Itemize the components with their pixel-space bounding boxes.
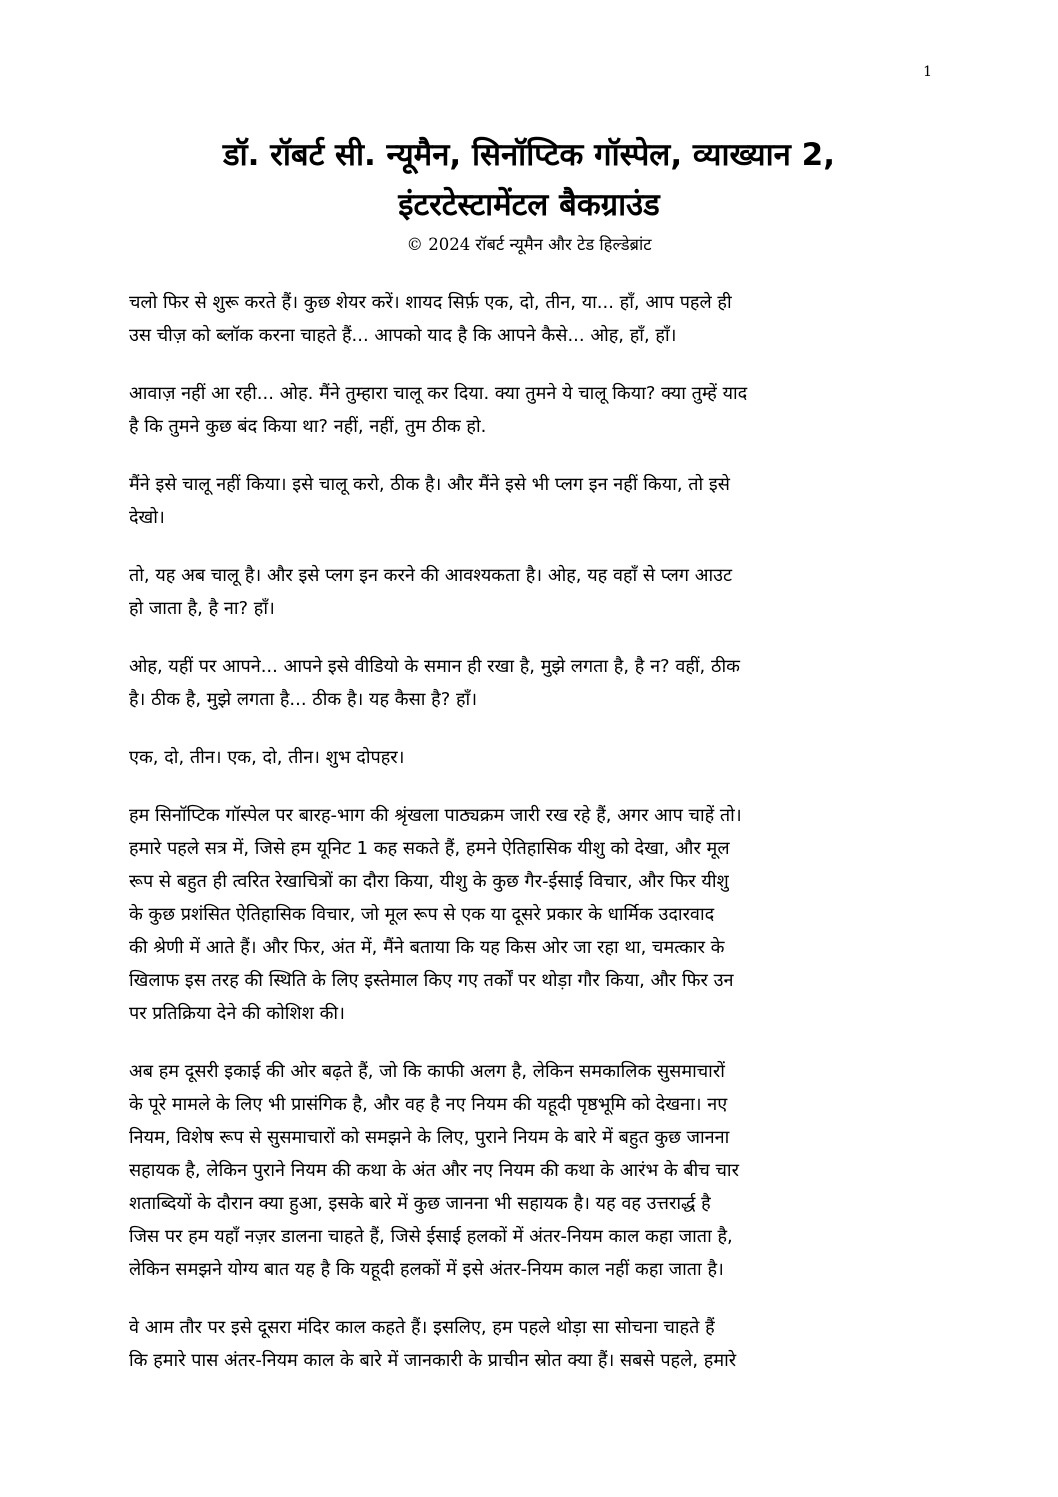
text-line: नियम, विशेष रूप से सुसमाचारों को समझने के लिए, पुराने नियम के बारे में बहुत कुछ जानना — [129, 1127, 730, 1148]
text-line: जिस पर हम यहाँ नज़र डालना चाहते हैं, जिसे ईसाई हलकों में अंतर-नियम काल कहा जाता है, — [129, 1226, 733, 1247]
paragraph — [129, 1311, 929, 1377]
title-line: डॉ. रॉबर्ट सी. न्यूमैन, सिनॉप्टिक गॉस्पेल, व्याख्यान 2, — [222, 137, 835, 173]
text-line: कि हमारे पास अंतर-नियम काल के बारे में जानकारी के प्राचीन स्रोत क्या हैं। सबसे पहले, हमारे — [129, 1350, 737, 1371]
text-line: है कि तुमने कुछ बंद किया था? नहीं, नहीं, तुम ठीक हो. — [129, 416, 487, 437]
text-line: सहायक है, लेकिन पुराने नियम की कथा के अंत और नए नियम की कथा के आरंभ के बीच चार — [129, 1160, 739, 1181]
text-line: है। ठीक है, मुझे लगता है... ठीक है। यह कैसा है? हाँ। — [129, 689, 478, 710]
paragraph — [129, 468, 929, 534]
text-line: खिलाफ इस तरह की स्थिति के लिए इस्तेमाल किए गए तर्कों पर थोड़ा गौर किया, और फिर उन — [129, 970, 734, 991]
text-line: के पूरे मामले के लिए भी प्रासंगिक है, और वह है नए नियम की यहूदी पृष्ठभूमि को देखना। नए — [129, 1094, 728, 1115]
paragraph — [129, 286, 929, 352]
text-line: एक, दो, तीन। एक, दो, तीन। शुभ दोपहर। — [129, 747, 405, 768]
text-line: हो जाता है, है ना? हाँ। — [129, 598, 275, 619]
text-line: पर प्रतिक्रिया देने की कोशिश की। — [129, 1003, 345, 1024]
text-line: हमारे पहले सत्र में, जिसे हम यूनिट 1 कह सकते हैं, हमने ऐतिहासिक यीशु को देखा, और मूल — [129, 838, 730, 859]
paragraph — [129, 650, 929, 716]
text-line: चलो फिर से शुरू करते हैं। कुछ शेयर करें। शायद सिर्फ़ एक, दो, तीन, या... हाँ, आप पहले ही — [129, 292, 732, 313]
text-line: शताब्दियों के दौरान क्या हुआ, इसके बारे में कुछ जानना भी सहायक है। यह वह उत्तरार्द्ध है — [129, 1193, 711, 1214]
copyright-notice: © 2024 रॉबर्ट न्यूमैन और टेड हिल्डेब्रांट — [406, 235, 652, 254]
text-line: हम सिनॉप्टिक गॉस्पेल पर बारह-भाग की श्रृंखला पाठ्यक्रम जारी रख रहे हैं, अगर आप चाहें तो। — [129, 805, 742, 826]
text-line: रूप से बहुत ही त्वरित रेखाचित्रों का दौरा किया, यीशु के कुछ गैर-ईसाई विचार, और फिर यीशु — [129, 871, 729, 892]
paragraph — [129, 559, 929, 625]
text-line: अब हम दूसरी इकाई की ओर बढ़ते हैं, जो कि काफी अलग है, लेकिन समकालिक सुसमाचारों — [129, 1061, 725, 1082]
title-line: इंटरटेस्टामेंटल बैकग्राउंड — [398, 187, 660, 223]
text-line: ओह, यहीं पर आपने... आपने इसे वीडियो के समान ही रखा है, मुझे लगता है, है न? वहीं, ठीक — [129, 656, 740, 677]
paragraph — [129, 1055, 929, 1286]
text-line: की श्रेणी में आते हैं। और फिर, अंत में, मैंने बताया कि यह किस ओर जा रहा था, चमत्कार के — [129, 937, 725, 958]
transcript-body — [129, 286, 929, 1402]
paragraph — [129, 377, 929, 443]
text-line: वे आम तौर पर इसे दूसरा मंदिर काल कहते हैं। इसलिए, हम पहले थोड़ा सा सोचना चाहते हैं — [129, 1317, 715, 1338]
text-line: के कुछ प्रशंसित ऐतिहासिक विचार, जो मूल रूप से एक या दूसरे प्रकार के धार्मिक उदारवाद — [129, 904, 715, 925]
text-line: मैंने इसे चालू नहीं किया। इसे चालू करो, ठीक है। और मैंने इसे भी प्लग इन नहीं किया, तो इसे — [129, 474, 730, 495]
page-number: 1 — [923, 64, 932, 80]
page-title — [100, 130, 958, 230]
paragraph — [129, 741, 929, 774]
text-line: देखो। — [129, 507, 165, 528]
text-line: आवाज़ नहीं आ रही... ओह. मैंने तुम्हारा चालू कर दिया. क्या तुमने ये चालू किया? क्या तुम्हें याद — [129, 383, 748, 404]
text-line: लेकिन समझने योग्य बात यह है कि यहूदी हलकों में इसे अंतर-नियम काल नहीं कहा जाता है। — [129, 1259, 724, 1280]
paragraph — [129, 799, 929, 1030]
text-line: उस चीज़ को ब्लॉक करना चाहते हैं... आपको याद है कि आपने कैसे... ओह, हाँ, हाँ। — [129, 325, 677, 346]
text-line: तो, यह अब चालू है। और इसे प्लग इन करने की आवश्यकता है। ओह, यह वहाँ से प्लग आउट — [129, 565, 733, 586]
